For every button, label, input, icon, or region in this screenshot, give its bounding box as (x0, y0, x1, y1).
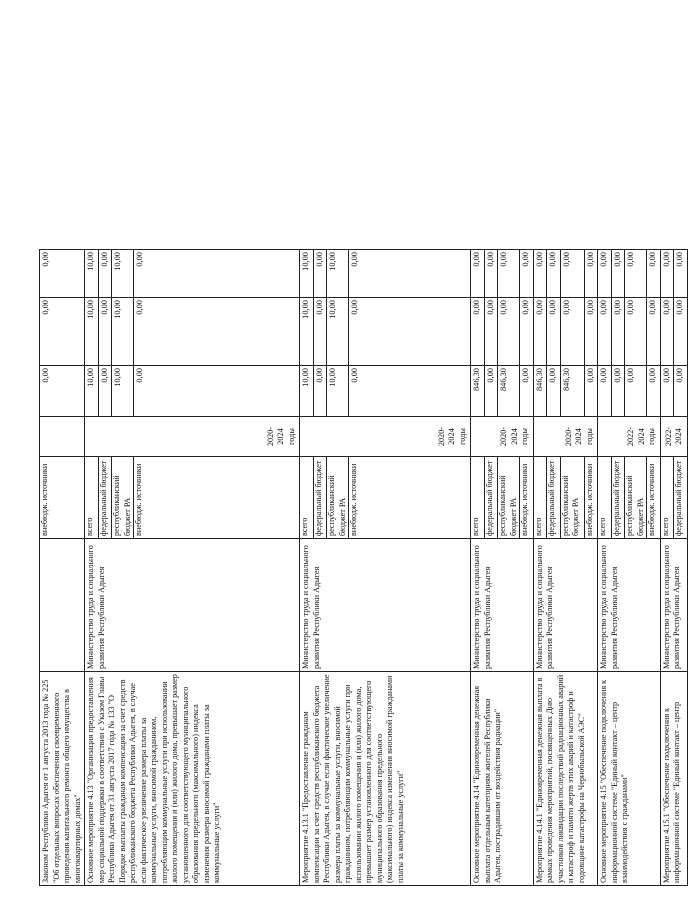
amount-cell: 0,00 (40, 298, 85, 366)
amount-cell: 0,00 (611, 366, 625, 417)
amount-cell: 0,00 (660, 298, 674, 366)
funding-source-cell: республиканский бюджет РА (498, 457, 520, 539)
amount-cell: 0,00 (647, 366, 661, 417)
amount-cell: 0,00 (560, 250, 584, 298)
funding-source-cell: республиканский бюджет РА (560, 457, 584, 539)
budget-table (39, 29, 688, 886)
table-row (660, 30, 674, 886)
funding-source-cell: внебюдж. источники (520, 457, 534, 539)
amount-cell: 10,00 (85, 298, 99, 366)
funding-source-cell: внебюдж. источники (647, 457, 661, 539)
amount-cell: 0,00 (625, 298, 647, 366)
amount-cell: 10,00 (327, 250, 349, 298)
period-cell (660, 417, 687, 457)
amount-cell: 0,00 (98, 366, 112, 417)
rotated-budget-table-sheet (39, 30, 684, 886)
amount-cell: 0,00 (584, 298, 598, 366)
amount-cell: 10,00 (85, 366, 99, 417)
period-text: 2022- 2024 (663, 426, 683, 447)
amount-cell: 0,00 (533, 298, 547, 366)
amount-cell: 846,30 (533, 366, 547, 417)
period-cell (471, 417, 534, 457)
period-cell (85, 417, 300, 457)
amount-cell: 0,00 (471, 298, 485, 366)
amount-cell: 0,00 (611, 298, 625, 366)
event-name-cell: Законом Республики Адыгея от 1 августа 2013 года № 225 "Об отдельных вопросах обеспечения своевременного проведения капитального ремонта общего имущества в многоквартирных домах" (40, 672, 85, 886)
amount-cell: 846,30 (560, 366, 584, 417)
amount-cell: 0,00 (560, 298, 584, 366)
amount-cell: 0,00 (520, 366, 534, 417)
executor-cell: Министерство труда и социального развития Республики Адыгея (471, 539, 534, 672)
amount-cell: 0,00 (533, 250, 547, 298)
funding-source-cell: республиканский бюджет РА (112, 457, 134, 539)
amount-cell: 10,00 (85, 250, 99, 298)
executor-cell: Министерство труда и социального развития Республики Адыгея (598, 539, 661, 672)
funding-source-cell: всего (533, 457, 547, 539)
amount-cell: 0,00 (598, 298, 612, 366)
amount-cell: 0,00 (349, 366, 471, 417)
amount-cell: 10,00 (300, 298, 314, 366)
amount-cell: 0,00 (611, 250, 625, 298)
period-text: 2020- 2024 годы (265, 426, 296, 447)
amount-cell: 0,00 (471, 250, 485, 298)
amount-cell: 0,00 (674, 366, 688, 417)
amount-cell: 0,00 (520, 298, 534, 366)
funding-source-cell: республиканский бюджет РА (327, 457, 349, 539)
funding-source-cell: федеральный бюджет (484, 457, 498, 539)
table-row (300, 30, 314, 886)
executor-cell: Министерство труда и социального развития Республики Адыгея (300, 539, 471, 672)
funding-source-cell: всего (660, 457, 674, 539)
funding-source-cell: внебюдж. источники (584, 457, 598, 539)
amount-cell: 0,00 (625, 366, 647, 417)
period-cell (300, 417, 471, 457)
funding-source-cell: внебюдж. источники (40, 457, 85, 539)
period-cell (533, 417, 598, 457)
amount-cell: 0,00 (98, 250, 112, 298)
executor-cell: Министерство труда и социального развития Республики Адыгея (660, 539, 687, 672)
amount-cell: 0,00 (484, 298, 498, 366)
amount-cell: 0,00 (498, 298, 520, 366)
funding-source-cell: всего (471, 457, 485, 539)
executor-cell: Министерство труда и социального развития Республики Адыгея (85, 539, 300, 672)
funding-source-cell: республиканский бюджет РА (625, 457, 647, 539)
funding-source-cell: федеральный бюджет (547, 457, 561, 539)
amount-cell: 0,00 (349, 250, 471, 298)
event-name-cell: Мероприятие 4.15.1 "Обеспечение подключения к информационной системе "Единый контакт – центр (660, 672, 687, 886)
amount-cell: 0,00 (598, 366, 612, 417)
event-name-cell: Основное мероприятие 4.13 "Организация предоставления мер социальной поддержки в соответствии с Указом Главы Республики Адыгея от 31 августа 2017 года № 133 "О Порядке выплаты гражданам компенсации за счет средств республиканского бюджета Республики Адыгея, в случае если фактическое увеличение размера платы за коммунальные услуги, вносимой гражданином, потребляющим коммунальные услуги при использовании жилого помещения и (или) жилого дома, превышает размер установленного для соответствующего муниципального образования предельного (максимального) индекса изменения размера вносимой гражданами платы за коммунальные услуги" (85, 672, 300, 886)
amount-cell: 0,00 (484, 250, 498, 298)
amount-cell: 0,00 (40, 250, 85, 298)
amount-cell: 10,00 (300, 250, 314, 298)
amount-cell: 0,00 (625, 250, 647, 298)
amount-cell: 0,00 (40, 366, 85, 417)
period-text: 2020- 2024 годы (499, 426, 529, 447)
amount-cell: 0,00 (674, 298, 688, 366)
funding-source-cell: всего (300, 457, 314, 539)
amount-cell: 0,00 (547, 366, 561, 417)
budget-table-body (40, 30, 688, 886)
funding-source-cell: федеральный бюджет (313, 457, 327, 539)
event-name-cell: Основное мероприятие 4.15 "Обеспечение подключения к информационной системе "Единый контакт – центр взаимодействия с гражданами" (598, 672, 661, 886)
amount-cell: 10,00 (327, 366, 349, 417)
period-cell (40, 417, 85, 457)
table-row (471, 30, 485, 886)
executor-cell: Министерство труда и социального развития Республики Адыгея (533, 539, 598, 672)
funding-source-cell: федеральный бюджет (674, 457, 688, 539)
amount-cell: 0,00 (598, 250, 612, 298)
amount-cell: 846,30 (498, 366, 520, 417)
funding-source-cell: внебюдж. источники (134, 457, 300, 539)
amount-cell: 0,00 (584, 250, 598, 298)
amount-cell: 10,00 (112, 250, 134, 298)
amount-cell: 0,00 (660, 250, 674, 298)
amount-cell: 0,00 (134, 250, 300, 298)
event-name-cell: Основное мероприятие 4.14 "Единовременная денежная выплата отдельным категориям жителей Республики Адыгея, пострадавшим от воздействия радиации" (471, 672, 534, 886)
table-row (40, 30, 85, 886)
amount-cell: 0,00 (498, 250, 520, 298)
amount-cell: 0,00 (313, 366, 327, 417)
funding-source-cell: всего (598, 457, 612, 539)
table-row (85, 30, 99, 886)
amount-cell: 10,00 (327, 298, 349, 366)
funding-source-cell: федеральный бюджет (611, 457, 625, 539)
funding-source-cell: всего (85, 457, 99, 539)
amount-cell: 0,00 (584, 366, 598, 417)
amount-cell: 0,00 (313, 298, 327, 366)
amount-cell: 0,00 (313, 250, 327, 298)
funding-source-cell: федеральный бюджет (98, 457, 112, 539)
event-name-cell: Мероприятие 4.14.1 "Единовременная денежная выплата в рамках проведения мероприятий, посвященных Дню участников ликвидации последствий радиационных аварий и катастроф и памяти жертв этих аварий и катастроф и годовщине катастрофы на Чернобыльской АЭС" (533, 672, 598, 886)
period-text: 2022- 2024 годы (626, 426, 656, 447)
amount-cell: 0,00 (647, 298, 661, 366)
amount-cell: 0,00 (547, 250, 561, 298)
amount-cell: 0,00 (520, 250, 534, 298)
amount-cell: 0,00 (134, 298, 300, 366)
amount-cell: 0,00 (674, 250, 688, 298)
amount-cell: 10,00 (300, 366, 314, 417)
period-text: 2020- 2024 годы (436, 426, 467, 447)
period-cell (598, 417, 661, 457)
period-text: 2020- 2024 годы (563, 426, 594, 447)
table-row (533, 30, 547, 886)
executor-cell (40, 539, 85, 672)
amount-cell: 0,00 (647, 250, 661, 298)
event-name-cell: Мероприятие 4.13.1 "Предоставление гражданам компенсации за счет средств республиканского бюджета Республики Адыгея, в случае если фактическое увеличение размера платы за коммунальные услуги, вносимой гражданином, потребляющим коммунальные услуги при использовании жилого помещения и (или) жилого дома, превышает размер установленного для соответствующего муниципального образования предельного (максимального) индекса изменения вносимой гражданами платы за коммунальные услуги" (300, 672, 471, 886)
amount-cell: 0,00 (484, 366, 498, 417)
amount-cell: 0,00 (660, 366, 674, 417)
amount-cell: 0,00 (98, 298, 112, 366)
amount-cell: 10,00 (112, 298, 134, 366)
amount-cell: 846,30 (471, 366, 485, 417)
amount-cell: 0,00 (134, 366, 300, 417)
funding-source-cell: внебюдж. источники (349, 457, 471, 539)
amount-cell: 10,00 (112, 366, 134, 417)
amount-cell: 0,00 (547, 298, 561, 366)
amount-cell: 0,00 (349, 298, 471, 366)
table-row (598, 30, 612, 886)
